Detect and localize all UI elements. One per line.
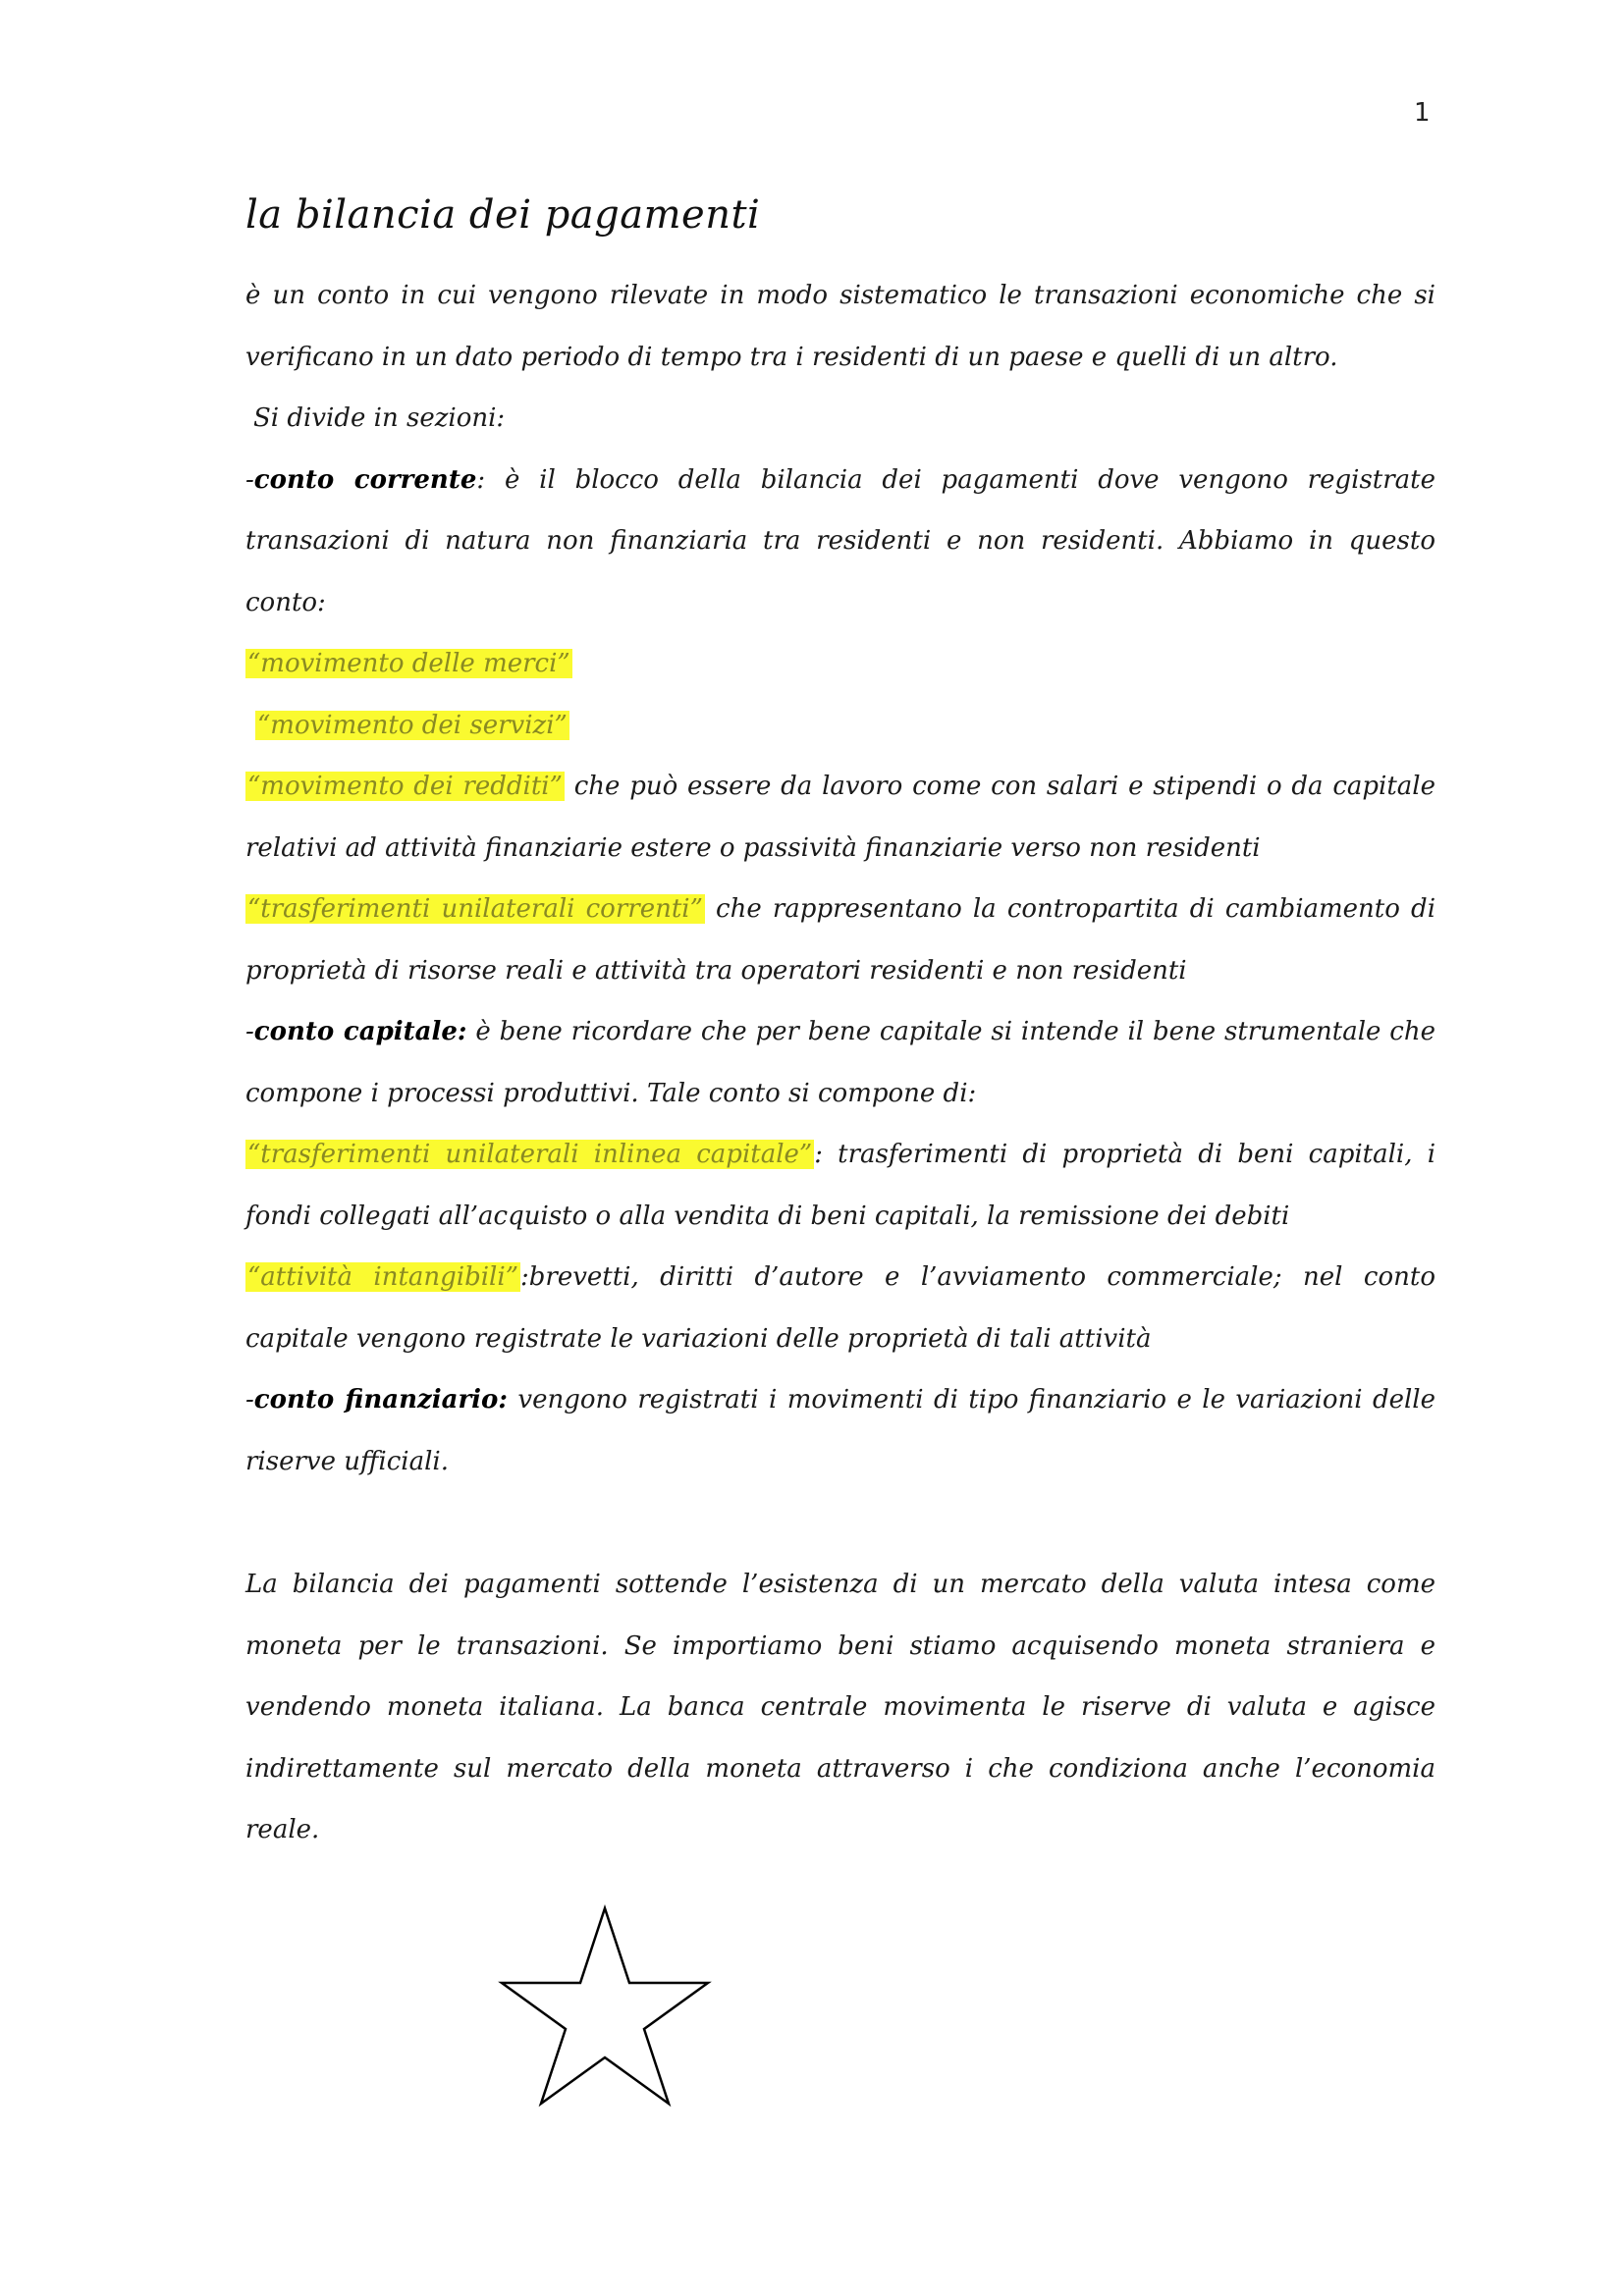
closing-paragraph: La bilancia dei pagamenti sottende l’esistenza di un mercato della valuta intesa come moneta per le transazioni. Se importiamo beni stiamo acquisendo moneta straniera e vendendo moneta italiana. La banca centrale movimenta le riserve di valuta e agisce indirettamente sul mercato della moneta attraverso i che condiziona anche l’economia reale.: [245, 1570, 1435, 1844]
conto-corrente-text: : è il blocco della bilancia dei pagamenti dove vengono registrate transazioni di natura non finanziaria tra residenti e non residenti. Abbiamo in questo conto:: [245, 464, 1436, 617]
intro-paragraph: è un conto in cui vengono rilevate in modo sistematico le transazioni economiche che si verificano in un dato periodo di tempo tra i residenti di un paese e quelli di un altro.: [245, 281, 1435, 372]
list-item: [245, 1124, 1435, 1247]
list-item: [245, 1247, 1435, 1369]
highlighted-term: “attività intangibili”: [247, 1262, 518, 1292]
list-item: [245, 879, 1435, 1001]
sections-label: Si divide in sezioni:: [253, 403, 506, 433]
conto-capitale-term: conto capitale:: [253, 1017, 467, 1046]
highlighted-term: “trasferimenti unilaterali inlinea capitale”: [247, 1140, 813, 1169]
conto-finanziario-text: vengono registrati i movimenti di tipo finanziario e le variazioni delle riserve ufficiali.: [245, 1385, 1435, 1476]
list-item-text: che rappresentano la contropartita di cambiamento di proprietà di risorse reali e attività tra operatori residenti e non residenti: [245, 894, 1436, 986]
star-shape: [502, 1908, 708, 2104]
section-dash: -: [245, 1385, 254, 1415]
closing-block: [245, 1554, 1435, 1861]
page-title: la bilancia dei pagamenti: [245, 192, 761, 238]
conto-capitale-text: è bene ricordare che per bene capitale si intende il bene strumentale che compone i processi produttivi. Tale conto si compone di:: [245, 1017, 1435, 1108]
list-item: [245, 633, 1435, 695]
page-number: 1: [1414, 98, 1431, 128]
conto-capitale-paragraph: [245, 1001, 1435, 1124]
section-dash: -: [245, 1017, 254, 1046]
conto-corrente-paragraph: [245, 450, 1435, 634]
list-item: [245, 695, 1435, 757]
list-item: [245, 756, 1435, 879]
highlighted-term: “trasferimenti unilaterali correnti”: [247, 894, 703, 924]
highlighted-term: “movimento delle merci”: [247, 649, 570, 678]
section-dash: -: [245, 464, 254, 495]
list-item-text: : trasferimenti di proprietà di beni capitali, i fondi collegati all’acquisto o alla vendita di beni capitali, la remissione dei debiti: [245, 1140, 1436, 1231]
star-outline-icon: [498, 1904, 712, 2108]
conto-finanziario-term: conto finanziario:: [253, 1385, 508, 1415]
document-body: [245, 265, 1435, 1492]
conto-corrente-term: conto corrente: [253, 464, 477, 495]
highlighted-term: “movimento dei servizi”: [257, 710, 568, 740]
list-item-text: :brevetti, diritti d’autore e l’avviamento commerciale; nel conto capitale vengono registrate le variazioni delle proprietà di tali attività: [245, 1262, 1435, 1354]
list-item-text: che può essere da lavoro come con salari e stipendi o da capitale relativi ad attività finanziarie estere o passività finanziarie verso non residenti: [245, 772, 1436, 863]
conto-finanziario-paragraph: [245, 1369, 1435, 1492]
highlighted-term: “movimento dei redditi”: [247, 772, 563, 801]
